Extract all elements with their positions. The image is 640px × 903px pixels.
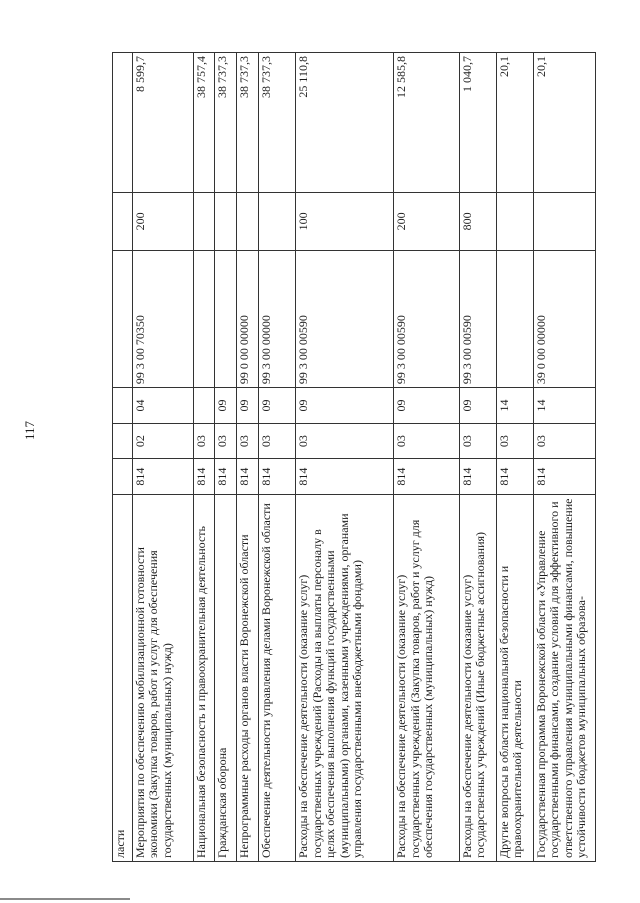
section-code-cell: 03 — [215, 423, 237, 459]
row-name-cell: Непрограммные расходы органов власти Воронежской области — [237, 494, 259, 861]
table-row — [296, 53, 394, 862]
row-name-cell: Гражданская оборона — [215, 494, 237, 861]
page-number: 117 — [22, 420, 37, 440]
section-code-cell: 03 — [533, 423, 595, 459]
row-name-cell: Расходы на обеспечение деятельности (оказание услуг) государственных учреждений (Расходы на выплаты персоналу в целях обеспечения выполнения функций государственными (муниципальными) органами, казенными учреждениями, органами управления государственными внебюджетными фондами) — [296, 494, 394, 861]
expense-type-cell — [533, 193, 595, 251]
table-row — [533, 53, 595, 862]
expense-type-cell: 200 — [394, 193, 459, 251]
target-article-cell — [113, 250, 133, 387]
table-row — [215, 53, 237, 862]
subsection-code-cell: 14 — [533, 388, 595, 424]
section-code-cell — [113, 423, 133, 459]
target-article-cell: 39 0 00 00000 — [533, 250, 595, 387]
row-name-cell: Расходы на обеспечение деятельности (оказание услуг) государственных учреждений (Иные бюджетные ассигнования) — [459, 494, 496, 861]
target-article-cell: 99 0 00 00000 — [237, 250, 259, 387]
ministry-code-cell: 814 — [215, 459, 237, 495]
subsection-code-cell: 09 — [459, 388, 496, 424]
subsection-code-cell — [113, 388, 133, 424]
amount-cell: 38 757,4 — [193, 53, 215, 193]
row-name-cell: ласти — [113, 494, 133, 861]
expense-type-cell — [237, 193, 259, 251]
amount-cell: 12 585,8 — [394, 53, 459, 193]
section-code-cell: 03 — [237, 423, 259, 459]
row-name-cell: Национальная безопасность и правоохранительная деятельность — [193, 494, 215, 861]
expense-type-cell: 800 — [459, 193, 496, 251]
section-code-cell: 03 — [296, 423, 394, 459]
ministry-code-cell: 814 — [394, 459, 459, 495]
subsection-code-cell: 04 — [132, 388, 193, 424]
table-row — [496, 53, 533, 862]
amount-cell: 38 737,3 — [237, 53, 259, 193]
ministry-code-cell: 814 — [296, 459, 394, 495]
target-article-cell: 99 3 00 00590 — [296, 250, 394, 387]
section-code-cell: 03 — [496, 423, 533, 459]
expense-type-cell — [193, 193, 215, 251]
table-row — [394, 53, 459, 862]
rotated-page — [112, 52, 596, 862]
subsection-code-cell: 09 — [296, 388, 394, 424]
amount-cell — [113, 53, 133, 193]
ministry-code-cell — [113, 459, 133, 495]
target-article-cell — [496, 250, 533, 387]
expense-type-cell — [496, 193, 533, 251]
ministry-code-cell: 814 — [237, 459, 259, 495]
table-row — [237, 53, 259, 862]
row-name-cell: Мероприятия по обеспечению мобилизационной готовности экономики (Закупка товаров, работ и услуг для обеспечения государственных (муниципальных) нужд) — [132, 494, 193, 861]
expense-type-cell — [113, 193, 133, 251]
ministry-code-cell: 814 — [259, 459, 296, 495]
target-article-cell: 99 3 00 00590 — [459, 250, 496, 387]
section-code-cell: 03 — [193, 423, 215, 459]
table-row — [259, 53, 296, 862]
row-name-cell: Государственная программа Воронежской области «Управление государственными финансами, создание условий для эффективного и ответственного управления муниципальными финансами, повышение устойчивости бюджетов муниципальных образова- — [533, 494, 595, 861]
subsection-code-cell: 09 — [394, 388, 459, 424]
ministry-code-cell: 814 — [459, 459, 496, 495]
expense-type-cell — [259, 193, 296, 251]
subsection-code-cell: 09 — [259, 388, 296, 424]
target-article-cell: 99 3 00 00590 — [394, 250, 459, 387]
table-row — [193, 53, 215, 862]
section-code-cell: 02 — [132, 423, 193, 459]
amount-cell: 38 737,3 — [215, 53, 237, 193]
budget-table — [112, 52, 596, 862]
ministry-code-cell: 814 — [193, 459, 215, 495]
section-code-cell: 03 — [394, 423, 459, 459]
ministry-code-cell: 814 — [533, 459, 595, 495]
target-article-cell: 99 3 00 70350 — [132, 250, 193, 387]
table-row — [459, 53, 496, 862]
scan-edge-mark — [0, 898, 130, 900]
table-row — [113, 53, 133, 862]
ministry-code-cell: 814 — [132, 459, 193, 495]
target-article-cell — [193, 250, 215, 387]
target-article-cell: 99 3 00 00000 — [259, 250, 296, 387]
subsection-code-cell: 09 — [215, 388, 237, 424]
amount-cell: 1 040,7 — [459, 53, 496, 193]
table-row — [132, 53, 193, 862]
subsection-code-cell — [193, 388, 215, 424]
section-code-cell: 03 — [259, 423, 296, 459]
amount-cell: 38 737,3 — [259, 53, 296, 193]
row-name-cell: Обеспечение деятельности управления делами Воронежской области — [259, 494, 296, 861]
expense-type-cell: 200 — [132, 193, 193, 251]
amount-cell: 8 599,7 — [132, 53, 193, 193]
subsection-code-cell: 09 — [237, 388, 259, 424]
row-name-cell: Другие вопросы в области национальной безопасности и правоохранительной деятельности — [496, 494, 533, 861]
ministry-code-cell: 814 — [496, 459, 533, 495]
section-code-cell: 03 — [459, 423, 496, 459]
target-article-cell — [215, 250, 237, 387]
row-name-cell: Расходы на обеспечение деятельности (оказание услуг) государственных учреждений (Закупка товаров, работ и услуг для обеспечения государственных (муниципальных) нужд) — [394, 494, 459, 861]
amount-cell: 25 110,8 — [296, 53, 394, 193]
subsection-code-cell: 14 — [496, 388, 533, 424]
expense-type-cell — [215, 193, 237, 251]
amount-cell: 20,1 — [533, 53, 595, 193]
expense-type-cell: 100 — [296, 193, 394, 251]
amount-cell: 20,1 — [496, 53, 533, 193]
